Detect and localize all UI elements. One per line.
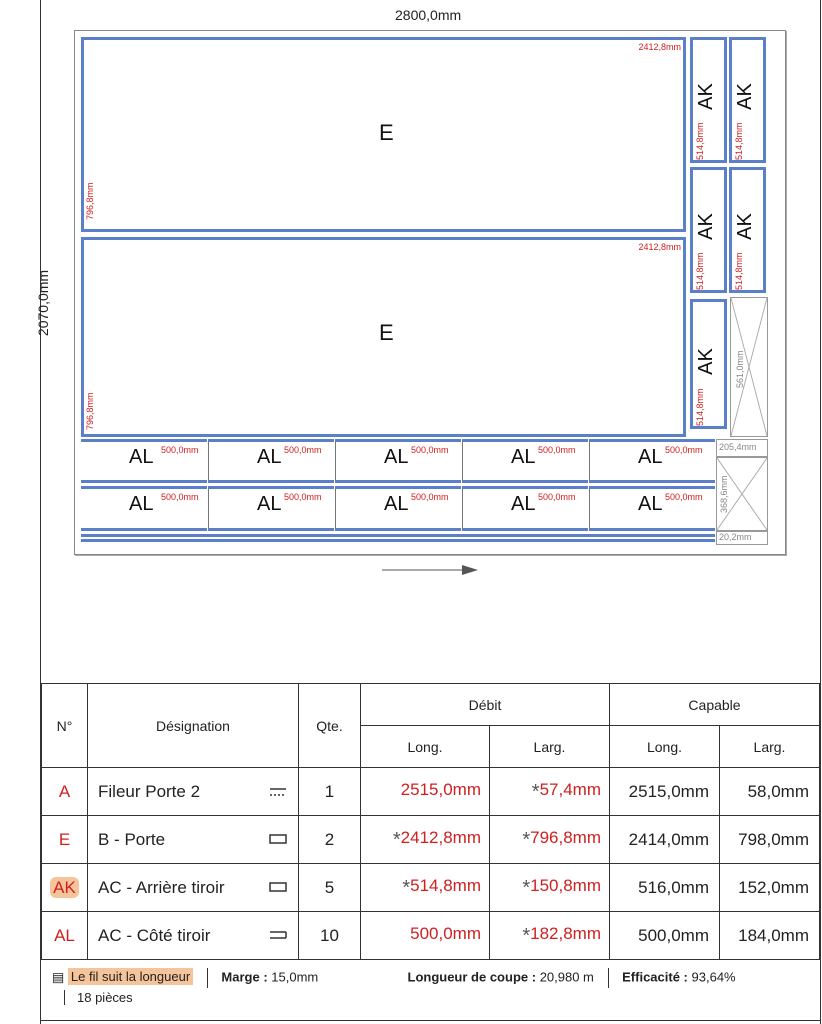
row-debit-larg-star: * [522,924,531,947]
row-debit-long: *514,8mm [361,864,490,912]
piece-al-10[interactable] [589,486,715,531]
table-row[interactable] [42,768,820,816]
piece-al-3[interactable] [335,439,461,483]
piece-al-6-label: AL [129,493,154,515]
marge-value: 15,0mm [271,969,319,985]
row-debit-long-star: * [392,828,401,851]
piece-ak-3-label: AK [694,213,717,240]
grain-icon: ▤ [52,969,65,985]
row-cap-larg: 58,0mm [720,768,820,816]
piece-al-9-label: AL [511,493,536,515]
piece-e-1-width: 796,8mm [85,182,95,220]
row-debit-larg: *796,8mm [490,816,610,864]
piece-al-7[interactable] [208,486,334,531]
waste-zone-1-dim: 561,0mm [735,350,745,388]
piece-e-1-length: 2412,8mm [638,42,681,52]
piece-al-6-length: 500,0mm [161,492,199,502]
piece-e-2-label: E [379,320,394,345]
piece-al-7-length: 500,0mm [284,492,322,502]
piece-al-3-length: 500,0mm [411,445,449,455]
piece-al-10-label: AL [638,493,663,515]
piece-al-2-length: 500,0mm [284,445,322,455]
piece-al-4[interactable] [462,439,588,483]
piece-al-8-label: AL [384,493,409,515]
piece-al-5[interactable] [589,439,715,483]
parts-table [41,683,820,960]
efficacite-value: 93,64% [691,969,736,985]
piece-al-5-label: AL [638,446,663,468]
row-ref: AL [42,912,88,960]
sheet-width-label: 2800,0mm [395,7,462,23]
waste-zone-2 [716,439,768,457]
grain-label: Le fil suit la longueur [68,968,193,985]
row-qty: 10 [299,912,361,960]
row-cap-larg: 152,0mm [720,864,820,912]
row-designation: AC - Arrière tiroir [88,864,259,912]
piece-al-4-length: 500,0mm [538,445,576,455]
piece-ak-5-length: 514,8mm [695,388,705,426]
piece-ak-2[interactable] [729,37,766,163]
table-row[interactable] [42,864,820,912]
piece-e-1-label: E [379,120,394,145]
pieces-count: 18 pièces [77,990,133,1005]
dotted-rect-icon [259,768,299,816]
piece-ak-3[interactable] [690,167,727,293]
piece-al-5-length: 500,0mm [665,445,703,455]
piece-al-8-length: 500,0mm [411,492,449,502]
piece-ak-1-length: 514,8mm [695,122,705,160]
piece-al-9[interactable] [462,486,588,531]
rect-icon [259,864,299,912]
frame-right-border [820,0,821,1024]
row-qty: 2 [299,816,361,864]
rect-icon [259,816,299,864]
row-qty: 5 [299,864,361,912]
row-cap-long: 2515,0mm [610,768,720,816]
piece-al-2[interactable] [208,439,334,483]
efficacite-label: Efficacité : [622,969,688,985]
coupe-label: Longueur de coupe : [407,969,537,985]
piece-e-2-width: 796,8mm [85,392,95,430]
piece-ak-4-length: 514,8mm [734,252,744,290]
piece-al-6[interactable] [81,486,207,531]
row-debit-long: 2515,0mm [361,768,490,816]
row-cap-long: 516,0mm [610,864,720,912]
table-row[interactable] [42,912,820,960]
row-ref: AK [42,864,88,912]
col-designation-header: Désignation [88,684,299,768]
col-capable-larg-header: Larg. [720,726,820,768]
piece-ak-2-length: 514,8mm [734,122,744,160]
row-designation: AC - Côté tiroir [88,912,259,960]
piece-al-1-label: AL [129,446,154,468]
frame-bottom-border [40,1020,821,1021]
grain-direction-arrow-icon [382,563,482,577]
piece-al-7-label: AL [257,493,282,515]
piece-al-1-length: 500,0mm [161,445,199,455]
summary-footer [52,968,736,1005]
waste-zone-2-dim: 205,4mm [719,442,757,452]
piece-e-2[interactable] [81,237,686,437]
piece-ak-1-label: AK [694,83,717,110]
col-debit-larg-header: Larg. [490,726,610,768]
piece-a-strip[interactable] [81,534,715,542]
waste-zone-1 [730,297,768,437]
waste-zone-3 [716,457,768,531]
piece-al-1[interactable] [81,439,207,483]
piece-al-4-label: AL [511,446,536,468]
double-line-icon [259,912,299,960]
cutting-sheet [74,30,786,555]
piece-al-2-label: AL [257,446,282,468]
row-designation: Fileur Porte 2 [88,768,259,816]
row-ref: E [42,816,88,864]
waste-zone-4-dim: 20,2mm [719,532,752,542]
row-debit-larg: *57,4mm [490,768,610,816]
row-cap-long: 2414,0mm [610,816,720,864]
row-debit-larg-star: * [531,780,540,803]
row-cap-larg: 184,0mm [720,912,820,960]
piece-ak-5-label: AK [694,348,717,375]
col-num-header: N° [42,684,88,768]
row-cap-long: 500,0mm [610,912,720,960]
waste-zone-4 [716,531,768,545]
row-debit-long: *2412,8mm [361,816,490,864]
sheet-height-label: 2070,0mm [35,269,51,337]
piece-ak-2-label: AK [733,83,756,110]
piece-al-3-label: AL [384,446,409,468]
piece-ak-4[interactable] [729,167,766,293]
coupe-value: 20,980 m [539,969,594,985]
piece-e-2-length: 2412,8mm [638,242,681,252]
col-capable-header: Capable [610,684,820,726]
piece-ak-5[interactable] [690,299,727,429]
table-row[interactable] [42,816,820,864]
piece-al-8[interactable] [335,486,461,531]
row-cap-larg: 798,0mm [720,816,820,864]
col-debit-long-header: Long. [361,726,490,768]
piece-ak-4-label: AK [733,213,756,240]
row-debit-larg: *150,8mm [490,864,610,912]
row-debit-larg-star: * [522,876,531,899]
marge-label: Marge : [221,969,268,985]
row-debit-larg-star: * [522,828,531,851]
row-ref: A [42,768,88,816]
col-debit-header: Débit [361,684,610,726]
piece-al-9-length: 500,0mm [538,492,576,502]
row-qty: 1 [299,768,361,816]
row-designation: B - Porte [88,816,259,864]
piece-ak-3-length: 514,8mm [695,252,705,290]
piece-al-10-length: 500,0mm [665,492,703,502]
row-debit-larg: *182,8mm [490,912,610,960]
waste-zone-3-dim: 368,6mm [719,475,729,513]
row-debit-long: 500,0mm [361,912,490,960]
col-qty-header: Qte. [299,684,361,768]
piece-ak-1[interactable] [690,37,727,163]
piece-e-1[interactable] [81,37,686,232]
col-capable-long-header: Long. [610,726,720,768]
row-debit-long-star: * [402,876,411,899]
